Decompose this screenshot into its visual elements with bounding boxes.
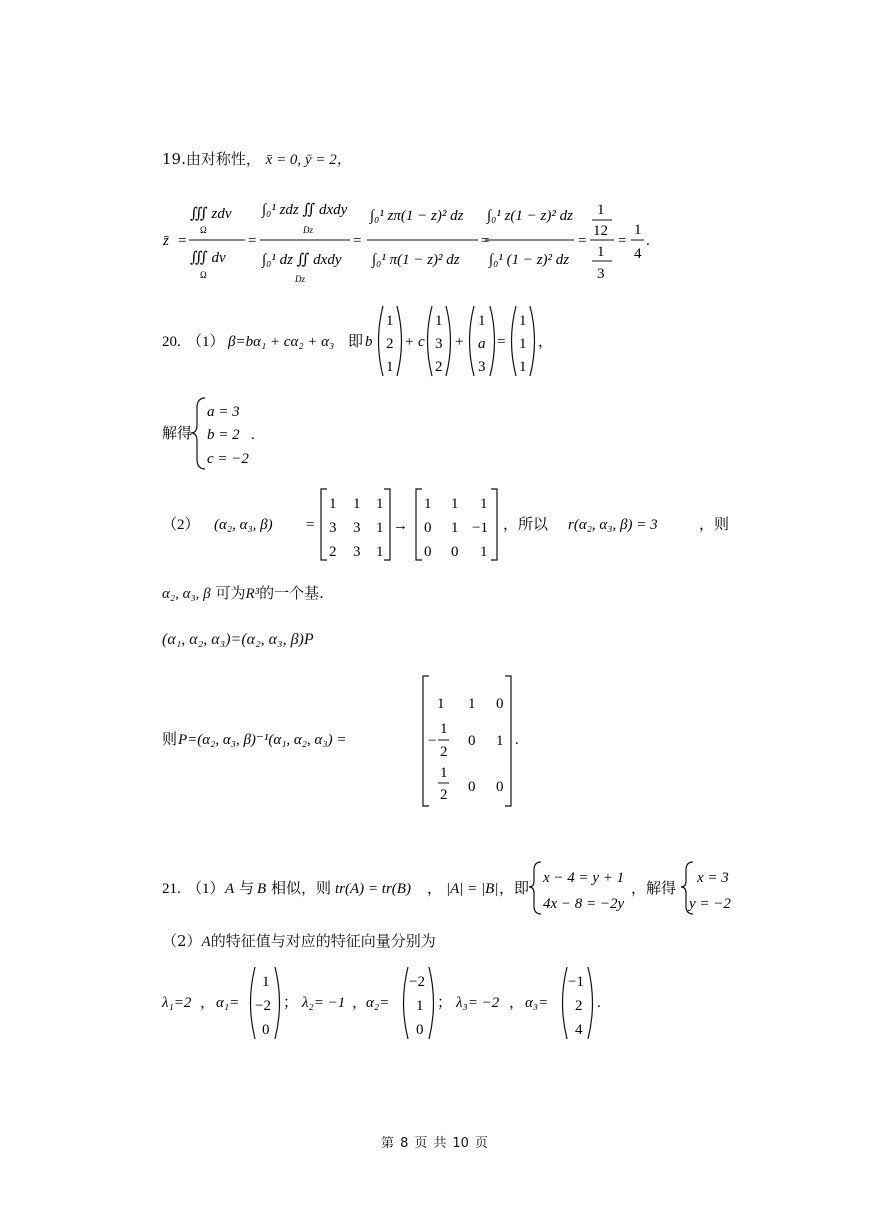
vec3-left-paren	[470, 306, 475, 376]
vec3-entry: a	[478, 336, 486, 352]
matP-cell-neg-half: −	[428, 733, 437, 749]
vec2-right-paren	[446, 306, 451, 376]
vec4-entry: 1	[519, 359, 527, 375]
matP-cell: 0	[496, 696, 504, 712]
v1-entry: −2	[255, 998, 271, 1014]
matB-cell: 1	[451, 520, 459, 536]
lambda-2: λ₂= −1	[302, 995, 346, 1011]
vec1-right-paren	[397, 306, 402, 376]
comma: ，	[538, 334, 554, 350]
matB-cell: −1	[472, 520, 488, 536]
frac5-num-den: 12	[593, 223, 608, 239]
footer-ye2: 页	[474, 1136, 488, 1151]
frac1-den: ∭ dv	[190, 250, 226, 266]
vec1-entry: 1	[386, 359, 394, 375]
frac3-den: ∫₀¹ π(1 − z)² dz	[372, 252, 460, 268]
matB-cell: 0	[424, 544, 432, 560]
problem-21-number: 21.	[162, 881, 181, 897]
v3-left-paren	[563, 967, 568, 1039]
comma: ，	[509, 995, 525, 1011]
vec1-entry: 2	[386, 336, 394, 352]
vec2-left-paren	[428, 306, 433, 376]
matP-right-bracket	[505, 676, 511, 806]
basis-text-a: 可为	[215, 584, 246, 602]
matB-cell: 0	[424, 520, 432, 536]
problem-21-part2-intro	[162, 934, 436, 950]
part2-label: （2）	[162, 517, 200, 533]
problem-21-part1	[0, 858, 869, 918]
rank-equation: r(α₂, α₃, β) = 3	[568, 517, 658, 533]
yu-text: 与	[239, 881, 255, 897]
equals-sign: =	[248, 233, 257, 249]
part1-label: （1）	[187, 334, 225, 350]
problem-20-part2	[0, 482, 869, 567]
footer-total-pages: 10	[452, 1136, 469, 1151]
eigen-text: 的特征值与对应的特征向量分别为	[210, 932, 436, 950]
lambda-3: λ₃= −2	[456, 995, 500, 1011]
matB-cell: 0	[451, 544, 459, 560]
equals-sign: =	[178, 233, 187, 249]
vec3-entry: 1	[478, 313, 486, 329]
matrix-b: B	[257, 881, 267, 897]
equals-sign: =	[497, 334, 506, 350]
vec4-left-paren	[512, 306, 517, 376]
beta-equation: β=bα₁ + cα₂ + α₃	[228, 334, 335, 350]
coef-b: b	[365, 334, 373, 350]
v3-entry: 2	[575, 998, 583, 1014]
coef-c: c	[418, 334, 425, 350]
equals-sign: =	[618, 233, 627, 249]
matB-cell: 1	[451, 496, 459, 512]
part2-label: （2）	[162, 932, 202, 950]
equals-sign: =	[306, 517, 315, 533]
v3-entry: 4	[575, 1022, 583, 1038]
tuple-a2-a3-beta: (α₂, α₃, β)	[214, 517, 273, 533]
matP-cell-frac-num: 1	[440, 721, 448, 737]
p-matrix-equation	[0, 670, 869, 810]
solution-system	[0, 393, 869, 473]
plus-sign: +	[405, 334, 414, 350]
problem-19-text: 由对称性，	[185, 150, 261, 168]
semicolon: ；	[283, 995, 299, 1011]
solve-label: 解得	[162, 426, 193, 442]
vec4-right-paren	[530, 306, 535, 376]
vec3-right-paren	[490, 306, 495, 376]
basis-text-b: 的一个基.	[259, 584, 324, 602]
solve-label: ，解得	[631, 881, 677, 897]
matB-cell: 1	[424, 496, 432, 512]
problem-number: 19.	[162, 150, 186, 168]
footer-gong: 共	[433, 1136, 447, 1151]
matP-cell: 0	[496, 779, 504, 795]
frac1-num: ∭ zdv	[190, 206, 232, 222]
matP-cell: 0	[468, 733, 476, 749]
footer-ye: 页	[414, 1136, 428, 1151]
then-text: ，则	[699, 517, 730, 533]
lambda-1: λ₁=2	[162, 995, 192, 1011]
alpha-1: α₁=	[216, 995, 240, 1011]
basis-space: R³	[245, 586, 260, 602]
matA-cell: 1	[353, 496, 361, 512]
matP-cell-frac-den: 2	[440, 744, 448, 760]
frac2-den: ∫₀¹ dz ∬ dxdy	[262, 252, 342, 268]
ji-text: ，即	[499, 881, 530, 897]
dz-2: Dz	[295, 274, 306, 284]
alpha-3: α₃=	[525, 995, 549, 1011]
part1-label: （1）	[187, 881, 225, 897]
system-eq-1: x − 4 = y + 1	[543, 870, 625, 886]
matP-cell: 1	[437, 696, 445, 712]
v2-entry: 0	[416, 1022, 424, 1038]
ji-text: 即	[348, 334, 364, 350]
vec4-entry: 1	[519, 336, 527, 352]
problem-19-intro	[162, 152, 352, 168]
matrix-a: A	[201, 934, 211, 950]
comma: ，	[427, 881, 443, 897]
footer-page-number: 8	[400, 1136, 409, 1151]
solution-y: y = −2	[689, 896, 731, 912]
period: .	[251, 427, 255, 443]
frac3-num: ∫₀¹ zπ(1 − z)² dz	[370, 208, 464, 224]
centroid-z-equation	[0, 190, 869, 300]
matP-cell: 1	[468, 696, 476, 712]
frac5-num-num: 1	[597, 202, 605, 218]
final-den: 4	[634, 246, 642, 262]
left-brace	[529, 862, 541, 914]
equals-sign: =	[481, 233, 490, 249]
matA-cell: 2	[329, 544, 337, 560]
v1-entry: 0	[262, 1022, 270, 1038]
matA-right-bracket	[384, 489, 390, 560]
vec1-left-paren	[379, 306, 384, 376]
dz-1: Dz	[303, 225, 314, 235]
solution-a: a = 3	[207, 404, 240, 420]
so-text: ，所以	[503, 517, 549, 533]
final-num: 1	[634, 222, 642, 238]
omega-1: Ω	[200, 225, 207, 235]
footer-di: 第	[381, 1136, 395, 1151]
matA-cell: 1	[329, 496, 337, 512]
frac2-num: ∫₀¹ zdz ∬ dxdy	[262, 202, 348, 218]
system-eq-2: 4x − 8 = −2y	[543, 896, 625, 912]
matA-cell: 1	[376, 544, 384, 560]
vec3-entry: 3	[478, 359, 486, 375]
period: .	[646, 233, 650, 249]
equals-sign: =	[353, 233, 362, 249]
arrow: →	[393, 518, 408, 534]
matP-cell: 0	[468, 779, 476, 795]
eigen-pairs	[0, 962, 869, 1047]
matB-cell: 1	[480, 496, 488, 512]
plus-sign: +	[455, 334, 464, 350]
basis-line	[162, 586, 324, 602]
v1-right-paren	[275, 967, 280, 1039]
matA-cell: 1	[376, 520, 384, 536]
comma: ，	[200, 995, 216, 1011]
matA-cell: 3	[329, 520, 337, 536]
omega-2: Ω	[200, 270, 207, 280]
vec1-entry: 1	[386, 313, 394, 329]
matB-left-bracket	[416, 489, 422, 560]
vec4-entry: 1	[519, 313, 527, 329]
v2-entry: 1	[416, 998, 424, 1014]
basis-vars: α₂, α₃, β	[162, 586, 211, 602]
semicolon: ；	[437, 995, 453, 1011]
frac5-den-den: 3	[597, 266, 605, 282]
frac5-den-num: 1	[597, 244, 605, 260]
v2-left-paren	[404, 967, 409, 1039]
equals-sign: =	[578, 233, 587, 249]
trace-equation: tr(A) = tr(B)	[335, 881, 411, 897]
matP-cell-frac-den: 2	[440, 787, 448, 803]
v2-right-paren	[429, 967, 434, 1039]
v3-entry: −1	[568, 974, 584, 990]
solution-c: c = −2	[207, 451, 249, 467]
matA-cell: 1	[376, 496, 384, 512]
comma: ，	[352, 995, 368, 1011]
det-equation: |A| = |B|	[446, 881, 499, 897]
matB-right-bracket	[491, 489, 497, 560]
vec2-entry: 2	[435, 359, 443, 375]
matP-cell-frac-num: 1	[440, 765, 448, 781]
similar-text: 相似，则	[271, 881, 332, 897]
v2-entry: −2	[409, 974, 425, 990]
frac4-den: ∫₀¹ (1 − z)² dz	[489, 252, 570, 268]
centroid-xy: x̄ = 0, ȳ = 2，	[265, 152, 352, 168]
alpha-2: α₂=	[366, 995, 390, 1011]
v3-right-paren	[588, 967, 593, 1039]
period: .	[597, 995, 601, 1011]
vec2-entry: 3	[435, 336, 443, 352]
page-footer	[0, 1132, 869, 1151]
matP-cell: 1	[496, 733, 504, 749]
matA-cell: 3	[353, 520, 361, 536]
solution-x: x = 3	[697, 870, 729, 886]
matB-cell: 1	[480, 544, 488, 560]
frac4-num: ∫₀¹ z(1 − z)² dz	[487, 208, 573, 224]
matrix-a: A	[225, 881, 235, 897]
zbar: z̄	[163, 233, 169, 249]
vec2-entry: 1	[435, 313, 443, 329]
p-expression: P=(α₂, α₃, β)⁻¹(α₁, α₂, α₃) =	[178, 732, 347, 748]
problem-20-number: 20.	[162, 334, 181, 350]
matA-left-bracket	[321, 489, 327, 560]
p-label: 则	[162, 732, 178, 748]
left-brace	[191, 398, 205, 469]
period: .	[515, 732, 519, 748]
transition-equation: (α₁, α₂, α₃)=(α₂, α₃, β)P	[162, 631, 314, 648]
solution-b: b = 2	[207, 427, 240, 443]
matA-cell: 3	[353, 544, 361, 560]
problem-20-part1	[0, 300, 869, 385]
v1-entry: 1	[262, 974, 270, 990]
